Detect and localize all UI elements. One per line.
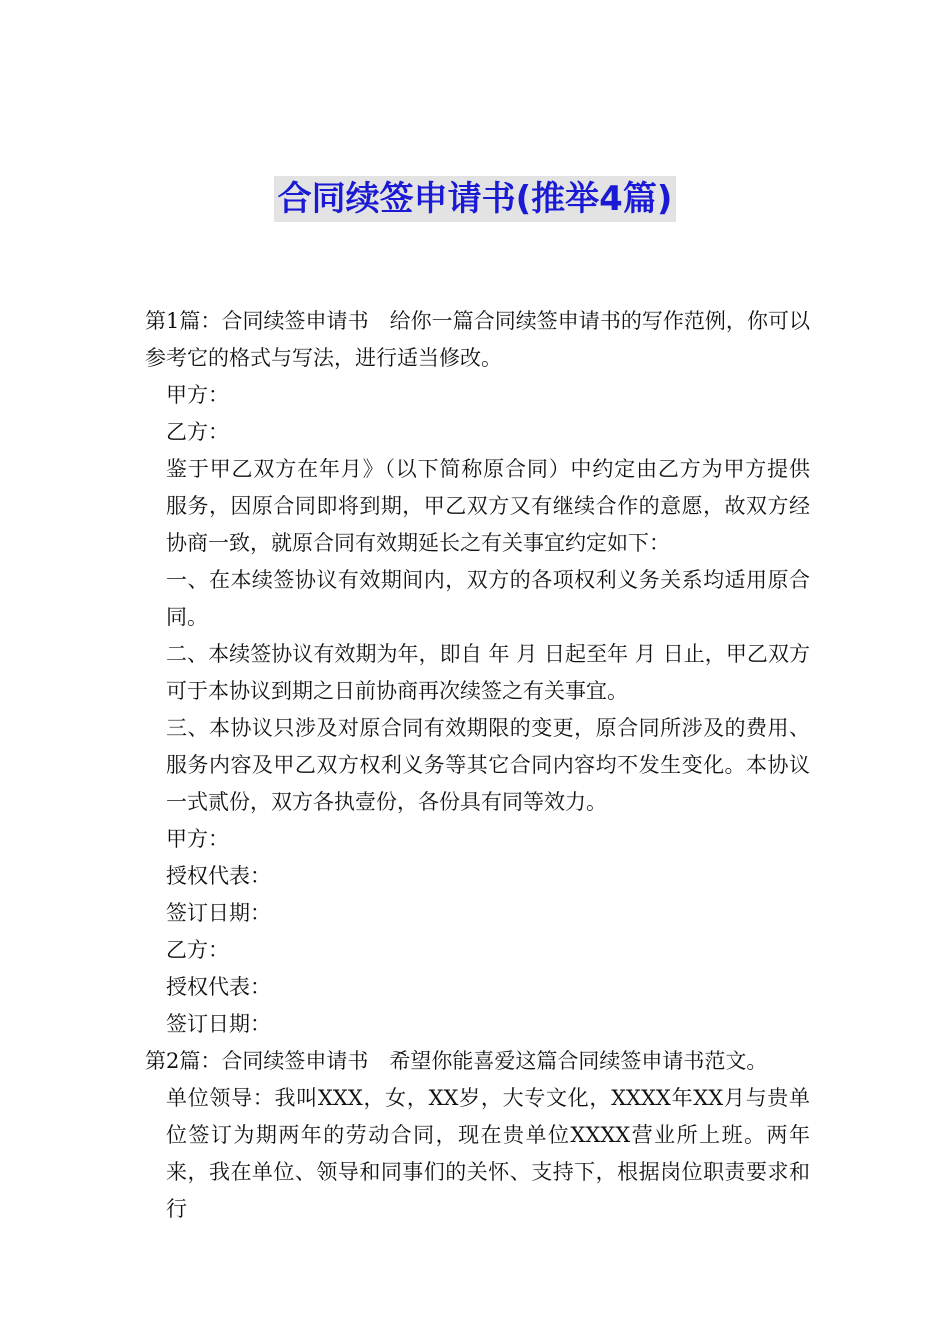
paragraph: 单位领导：我叫XXX，女，XX岁，大专文化，XXXX年XX月与贵单位签订为期两年的劳动合同，现在贵单位XXXX营业所上班。两年来，我在单位、领导和同事们的关怀、支持下，根据岗位职责要求和行 [166,1086,810,1221]
paragraph: 签订日期： [166,901,271,925]
paragraph: 二、本续签协议有效期为年，即自 年 月 日起至年 月 日止，甲乙双方可于本协议到期之日前协商再次续签之有关事宜。 [166,642,810,703]
paragraph: 第1篇：合同续签申请书 给你一篇合同续签申请书的写作范例，你可以参考它的格式与写法，进行适当修改。 [145,309,810,370]
paragraph: 甲方： [166,827,229,851]
paragraph: 乙方： [166,938,229,962]
paragraph: 一、在本续签协议有效期间内，双方的各项权利义务关系均适用原合同。 [166,568,810,629]
title-container [0,176,950,222]
paragraph: 乙方： [166,420,229,444]
paragraph: 甲方： [166,383,229,407]
paragraph: 签订日期： [166,1012,271,1036]
document-title: 合同续签申请书(推举4篇) [274,176,677,222]
paragraph: 三、本协议只涉及对原合同有效期限的变更，原合同所涉及的费用、服务内容及甲乙双方权利义务等其它合同内容均不发生变化。本协议一式贰份，双方各执壹份，各份具有同等效力。 [166,716,810,814]
paragraph: 第2篇：合同续签申请书 希望你能喜爱这篇合同续签申请书范文。 [145,1049,768,1073]
paragraph: 授权代表： [166,975,271,999]
paragraph: 鉴于甲乙双方在年月》（以下简称原合同）中约定由乙方为甲方提供 服务，因原合同即将到期，甲乙双方又有继续合作的意愿，故双方经协商一致，就原合同有效期延长之有关事宜约定如下： [166,457,810,555]
document-body [145,303,810,1228]
paragraph: 授权代表： [166,864,271,888]
